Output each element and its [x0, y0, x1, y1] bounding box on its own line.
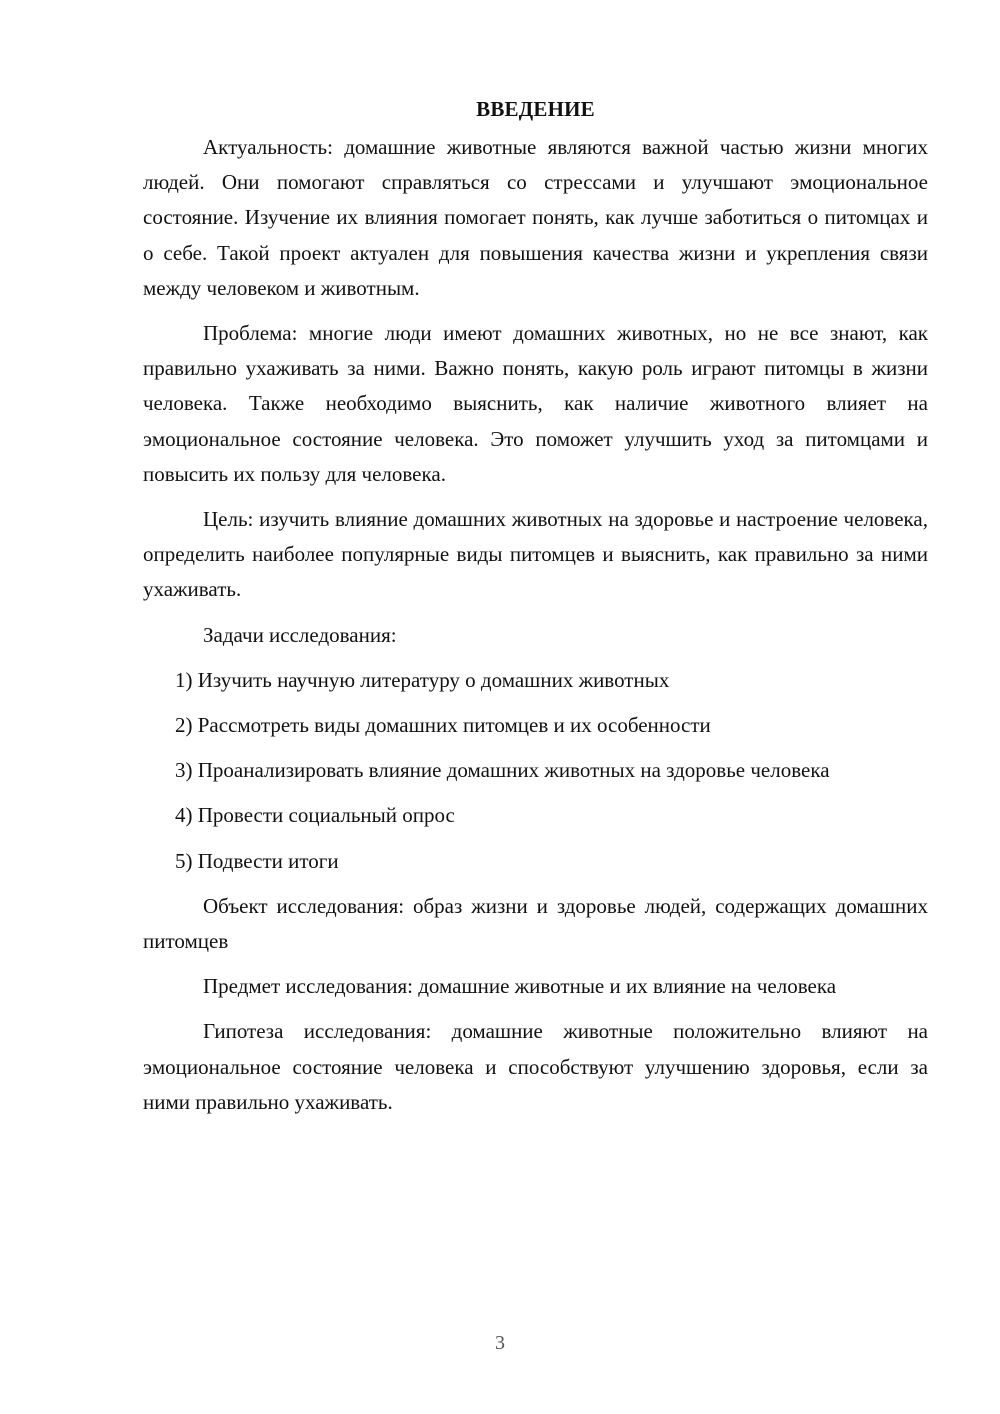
list-item: 1) Изучить научную литературу о домашних животных — [175, 667, 670, 692]
paragraph-problem: Проблема: многие люди имеют домашних животных, но не все знают, как правильно ухаживать за ними. Важно понять, какую роль играют питомцы в жизни человека. Также необходимо выяснить, как наличие животного влияет на эмоциональное состояние человека. Это поможет улучшить уход за питомцами и повысить их пользу для человека. — [143, 321, 928, 486]
page-number: 3 — [495, 1332, 505, 1354]
list-item: 4) Провести социальный опрос — [175, 803, 455, 828]
list-item: 5) Подвести итоги — [175, 848, 339, 873]
list-item: 3) Проанализировать влияние домашних животных на здоровье человека — [175, 758, 830, 783]
paragraph-object: Объект исследования: образ жизни и здоровье людей, содержащих домашних питомцев — [143, 893, 928, 954]
section-title: ВВЕДЕНИЕ — [476, 97, 595, 121]
tasks-heading: Задачи исследования: — [203, 622, 397, 647]
paragraph-subject: Предмет исследования: домашние животные и их влияние на человека — [203, 974, 837, 999]
paragraph-hypothesis: Гипотеза исследования: домашние животные положительно влияют на эмоциональное состояние человека и способствуют улучшению здоровья, если за ними правильно ухаживать. — [143, 1019, 928, 1114]
paragraph-goal: Цель: изучить влияние домашних животных на здоровье и настроение человека, определить наиболее популярные виды питомцев и выяснить, как правильно за ними ухаживать. — [143, 507, 928, 602]
paragraph-relevance: Актуальность: домашние животные являются важной частью жизни многих людей. Они помогают справляться со стрессами и улучшают эмоциональное состояние. Изучение их влияния помогает понять, как лучше заботиться о питомцах и о себе. Такой проект актуален для повышения качества жизни и укрепления связи между человеком и животным. — [143, 135, 928, 300]
list-item: 2) Рассмотреть виды домашних питомцев и их особенности — [175, 713, 711, 738]
document-page — [143, 92, 928, 1120]
